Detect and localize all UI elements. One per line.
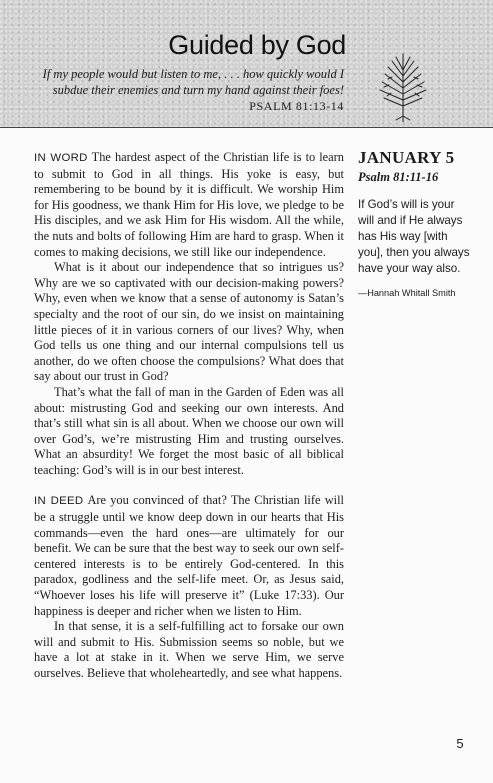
sidebar-quote: If God’s will is your will and if He always has His way [with you], then you always have your way also.	[358, 198, 470, 275]
quote-author: —Hannah Whitall Smith	[358, 288, 456, 298]
header-reference: PSALM 81:13-14	[249, 99, 344, 113]
section-divider	[34, 478, 344, 493]
sidebar	[358, 148, 470, 299]
page-title: Guided by God	[168, 30, 346, 60]
in-deed-paragraph: IN DEED Are you convinced of that? The Christian life will be a struggle until we know deep down in our hearts that His commands—even the hard ones—are ultimately for our benefit. We can be sure that the best way to seek our own self-centered interests is to be entirely God-centered. In this paradox, godliness and the self-life meet. Or, as Jesus said, “Whoever loses his life will preserve it” (Luke 17:33). Our happiness is deeper and richer when we listen to Him.	[34, 493, 344, 618]
tree-icon	[374, 46, 432, 122]
in-deed-paragraph: In that sense, it is a self-fulfilling act to forsake our own will and submit to His. Submission seems so noble, but we have a lot at stake in it. When we serve Him, we serve ourselves. Believe that wholeheartedly, and see what happens.	[34, 619, 344, 680]
date-heading: JANUARY 5	[358, 148, 455, 167]
in-word-label: IN WORD	[34, 152, 88, 164]
in-word-paragraph: What is it about our independence that so intrigues us? Why are we so captivated with our decision-making powers? Why, even when we know that a sense of autonomy is Satan’s specialty and the root of our sin, do we insist on maintaining little pieces of it in various corners of our lives? Why, when God tells us one thing and our internal compulsions tell us another, do we often choose the compulsions? What does that say about our trust in God?	[34, 260, 344, 384]
devotional-body	[34, 150, 344, 682]
scripture-passage: Psalm 81:11-16	[358, 170, 439, 184]
page-number: 5	[456, 736, 464, 751]
header-verse: If my people would but listen to me, . . . how quickly would I subdue their enemies and turn my hand against their foes!	[42, 67, 344, 97]
in-word-paragraph: IN WORD The hardest aspect of the Christian life is to learn to submit to God in all things. His yoke is easy, but remembering to be bound by it is difficult. We worship Him for His goodness, we thank Him for His love, we pledge to be His disciples, and we ask Him for His wisdom. All the while, the nuts and bolts of following Him are hard to grasp. When it comes to making decisions, we still like our independence.	[34, 150, 344, 259]
in-deed-label: IN DEED	[34, 495, 84, 508]
header-banner	[0, 0, 493, 128]
in-word-paragraph: That’s what the fall of man in the Garden of Eden was all about: mistrusting God and seeking our own interests. And that’s still what sin is all about. When we choose our own will over God’s, we’re mistrusting Him and trusting ourselves. What an absurdity! We forget the most basic of all biblical teaching: God’s will is in our best interest.	[34, 384, 344, 477]
